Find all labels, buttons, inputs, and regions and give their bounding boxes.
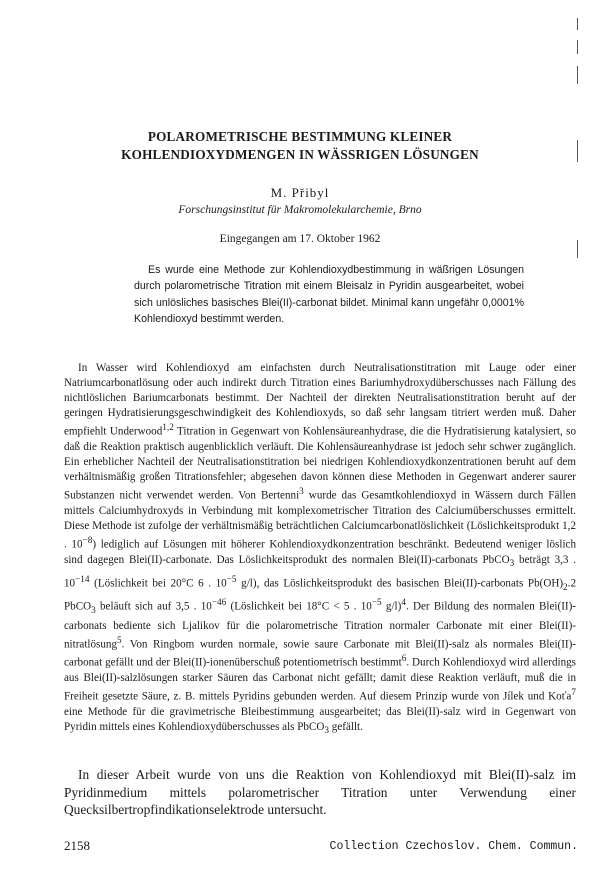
body-text: g/l), das Löslichkeitsprodukt des basischen Blei(II)-carbonats Pb(OH): [236, 577, 564, 590]
body-text: (Löslichkeit bei 20°C 6 . 10: [89, 577, 227, 590]
body-text: g/l): [381, 600, 402, 613]
body-text: ) lediglich auf Lösungen mit höherer Kohlendioxydkonzentration beschränkt. Bedeutend weniger löslich sind dagegen Blei(II)-carbonate. Das Löslichkeitsprodukt des normalen Blei(II)-carbonats PbCO: [64, 539, 576, 567]
author-name: M. Přibyl: [270, 185, 330, 200]
scan-edge-mark: [577, 240, 578, 258]
body-text: . Von Ringbom wurden normale, sowie saure Carbonate mit Blei(II)-salz als normales Blei(II)-carbonat gefällt und der Blei(II)-ionenüberschuß potentiometrisch bestimmt: [64, 638, 576, 670]
introduction-paragraph: [64, 361, 576, 739]
title-line-1: POLAROMETRISCHE BESTIMMUNG KLEINER: [147, 129, 453, 144]
scan-edge-mark: [577, 18, 578, 30]
body-text: .2 PbCO: [64, 577, 576, 613]
exponent: −14: [75, 574, 90, 585]
body-text: eine Methode für die gravimetrische Bleibestimmung ausgearbeitet; das Blei(II)-salz wird in Gegenwart von Pyridin mittels eines Kohlendioxydüberschusses als PbCO: [64, 706, 576, 734]
exponent: −46: [211, 597, 227, 608]
citation: 7: [571, 688, 576, 699]
body-text: . Der Bildung des normalen Blei(II)-carbonats bediente sich Ljalikov für die polarometrische Titration normaler Carbonate mit einer Blei(II)-nitratlösung: [64, 600, 576, 651]
body-text: gefällt.: [329, 721, 363, 734]
citation: 5: [117, 635, 122, 646]
body-text: . Durch Kohlendioxyd wird allerdings aus Blei(II)-salzlösungen starker Säuren das Carbonat nicht gefällt; damit diese Reaktion verläuft, muß die in Freiheit gesetzte Säure, z. B. mittels Pyridins gebunden werden. Auf diesem Prinzip wurde von Jílek und Koťa: [64, 657, 576, 703]
article-title: [60, 128, 540, 164]
subscript: 2: [563, 582, 568, 593]
received-date: Eingegangen am 17. Oktober 1962: [219, 233, 381, 245]
closing-paragraph: [64, 766, 576, 819]
closing-text: In dieser Arbeit wurde von uns die Reaktion von Kohlendioxyd mit Blei(II)-salz im Pyridinmedium mittels polarometrischer Titration unter Verwendung einer Quecksilbertropfindikationselektrode untersucht.: [64, 767, 576, 818]
author-affiliation: Forschungsinstitut für Makromolekularchemie, Brno: [178, 204, 422, 216]
body-text: beläuft sich auf 3,5 . 10: [95, 600, 212, 613]
exponent: −8: [82, 536, 93, 547]
body-text: wurde das Gesamtkohlendioxyd in Wässern durch Fällen mittels Calciumhydroxyds in Verbindung mit komplexometrischer Titration des Calciumüberschusses ermittelt. Diese Methode ist zufolge der verhältnismäßig beträchtlichen Calciumcarbonatlöslichkeit (Löslichkeitsprodukt 1,2 . 10: [64, 490, 577, 552]
scan-edge-mark: [577, 66, 578, 84]
body-text: beträgt 3,3 . 10: [64, 554, 576, 590]
citation: 6: [401, 654, 407, 665]
subscript: 3: [509, 559, 515, 570]
abstract-text: Es wurde eine Methode zur Kohlendioxydbestimmung in wäßrigen Lösungen durch polarometrische Titration mit einem Bleisalz in Pyridin ausgearbeitet, wobei sich unlösliches basisches Blei(II)-carbonat bildet. Minimal kann ungefähr 0,0001% Kohlendioxyd bestimmt werden.: [134, 264, 524, 326]
body-text: (Löslichkeit bei 18°C < 5 . 10: [226, 600, 372, 613]
citation: 1,2: [162, 423, 174, 434]
citation: 3: [299, 487, 304, 498]
citation: 4: [401, 597, 406, 608]
abstract: [134, 262, 524, 328]
exponent: −5: [226, 574, 237, 585]
body-text: Titration in Gegenwart von Kohlensäureanhydrase, die die Hydratisierung katalysiert, so daß die Reaktion praktisch augenblicklich verläuft. Die Kohlensäureanhydrase ist jedoch sehr schwer zugänglich. Ein erheblicher Nachteil der Neutralisationstitration bei niedrigen Kohlendioxydkonzentrationen beruht auf dem verhältnismäßig großen Titrationsfehler; abgesehen davon können diese Methoden in Gegenwart anderer saurer Substanzen nicht verwendet werden. Von Bertenni: [64, 426, 576, 503]
body-text: In Wasser wird Kohlendioxyd am einfachsten durch Neutralisationstitration mit Lauge oder einer Natriumcarbonatlösung oder auch indirekt durch Titration eines Bariumhydroxydüberschusses nach Fällung des nichtlöslichen Bariumcarbonats bestimmt. Der Nachteil der direkten Neutralisationstitration beruht auf der geringen Hydratisierungsgeschwindigkeit des Kohlendioxyds, so daß sehr langsam titriert werden muß. Daher empfiehlt Underwood: [64, 362, 576, 439]
subscript: 3: [324, 726, 330, 737]
journal-name: Collection Czechoslov. Chem. Commun.: [329, 840, 578, 853]
scan-edge-mark: [577, 140, 578, 162]
subscript: 3: [91, 605, 96, 616]
scan-edge-mark: [577, 40, 578, 54]
page-number: 2158: [64, 838, 90, 853]
title-line-2: KOHLENDIOXYDMENGEN IN WÄSSRIGEN LÖSUNGEN: [121, 147, 479, 162]
exponent: −5: [371, 597, 382, 608]
